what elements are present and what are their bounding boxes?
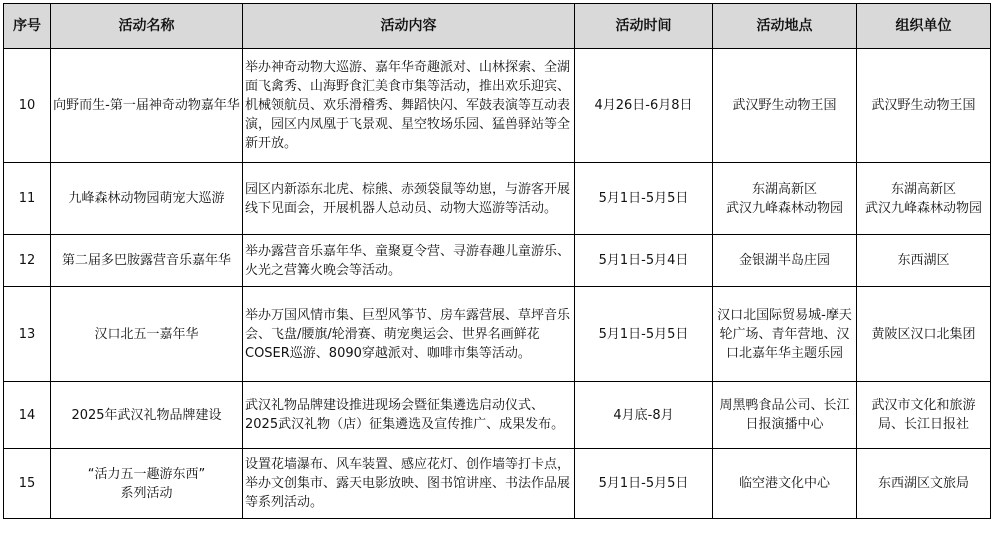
cell-place: 周黑鸭食品公司、长江日报演播中心 bbox=[713, 382, 857, 449]
cell-content: 举办神奇动物大巡游、嘉年华奇趣派对、山林探索、全湖面飞禽秀、山海野食汇美食市集等活动，推出欢乐迎宾、机械领航员、欢乐滑稽秀、舞蹈快闪、军鼓表演等互动表演，园区内凤凰于飞景观、星空牧场乐园、猛兽驿站等全新开放。 bbox=[243, 49, 575, 163]
cell-place: 临空港文化中心 bbox=[713, 449, 857, 519]
cell-name: 九峰森林动物园萌宠大巡游 bbox=[51, 163, 243, 235]
header-time: 活动时间 bbox=[575, 4, 713, 49]
cell-num: 13 bbox=[4, 287, 51, 382]
cell-line: 武汉九峰森林动物园 bbox=[864, 200, 982, 216]
cell-content: 园区内新添东北虎、棕熊、赤颈袋鼠等幼崽，与游客开展线下见面会，开展机器人总动员、动物大巡游等活动。 bbox=[243, 163, 575, 235]
table-row bbox=[4, 235, 991, 287]
cell-name: 2025年武汉礼物品牌建设 bbox=[51, 382, 243, 449]
cell-line: 东湖高新区 bbox=[751, 181, 817, 197]
cell-place: 汉口北国际贸易城-摩天轮广场、青年营地、汉口北嘉年华主题乐园 bbox=[713, 287, 857, 382]
cell-name: 第二届多巴胺露营音乐嘉年华 bbox=[51, 235, 243, 287]
cell-line: 系列活动 bbox=[120, 485, 173, 501]
header-place: 活动地点 bbox=[713, 4, 857, 49]
cell-content: 举办露营音乐嘉年华、童聚夏令营、寻游春趣儿童游乐、火光之营篝火晚会等活动。 bbox=[243, 235, 575, 287]
cell-num: 11 bbox=[4, 163, 51, 235]
cell-time: 5月1日-5月5日 bbox=[575, 163, 713, 235]
table-row bbox=[4, 49, 991, 163]
cell-num: 14 bbox=[4, 382, 51, 449]
cell-org: 黄陂区汉口北集团 bbox=[857, 287, 991, 382]
cell-content: 举办万国风情市集、巨型风筝节、房车露营展、草坪音乐会、飞盘/腰旗/轮滑赛、萌宠奥运会、世界名画鲜花COSER巡游、8090穿越派对、咖啡市集等活动。 bbox=[243, 287, 575, 382]
cell-num: 10 bbox=[4, 49, 51, 163]
cell-time: 5月1日-5月4日 bbox=[575, 235, 713, 287]
header-num: 序号 bbox=[4, 4, 51, 49]
header-org: 组织单位 bbox=[857, 4, 991, 49]
cell-place bbox=[713, 163, 857, 235]
cell-org bbox=[857, 163, 991, 235]
table-row bbox=[4, 287, 991, 382]
table-row bbox=[4, 163, 991, 235]
cell-line: 武汉九峰森林动物园 bbox=[725, 200, 843, 216]
cell-place: 武汉野生动物王国 bbox=[713, 49, 857, 163]
cell-name bbox=[51, 449, 243, 519]
cell-org: 东西湖区 bbox=[857, 235, 991, 287]
cell-num: 15 bbox=[4, 449, 51, 519]
cell-time: 4月底-8月 bbox=[575, 382, 713, 449]
table-row bbox=[4, 382, 991, 449]
cell-time: 5月1日-5月5日 bbox=[575, 449, 713, 519]
cell-content: 设置花墙瀑布、风车装置、感应花灯、创作墙等打卡点，举办文创集市、露天电影放映、图书馆讲座、书法作品展等系列活动。 bbox=[243, 449, 575, 519]
header-content: 活动内容 bbox=[243, 4, 575, 49]
header-name: 活动名称 bbox=[51, 4, 243, 49]
cell-org: 武汉市文化和旅游局、长江日报社 bbox=[857, 382, 991, 449]
cell-time: 5月1日-5月5日 bbox=[575, 287, 713, 382]
table-row bbox=[4, 449, 991, 519]
cell-place: 金银湖半岛庄园 bbox=[713, 235, 857, 287]
cell-line: “活力五一趣游东西” bbox=[87, 466, 206, 482]
cell-time: 4月26日-6月8日 bbox=[575, 49, 713, 163]
cell-name: 向野而生-第一届神奇动物嘉年华 bbox=[51, 49, 243, 163]
cell-name: 汉口北五一嘉年华 bbox=[51, 287, 243, 382]
cell-num: 12 bbox=[4, 235, 51, 287]
header-row bbox=[4, 4, 991, 49]
cell-org: 东西湖区文旅局 bbox=[857, 449, 991, 519]
cell-content: 武汉礼物品牌建设推进现场会暨征集遴选启动仪式、2025武汉礼物（店）征集遴选及宣传推广、成果发布。 bbox=[243, 382, 575, 449]
cell-line: 东湖高新区 bbox=[890, 181, 956, 197]
activity-table bbox=[3, 3, 991, 519]
cell-org: 武汉野生动物王国 bbox=[857, 49, 991, 163]
